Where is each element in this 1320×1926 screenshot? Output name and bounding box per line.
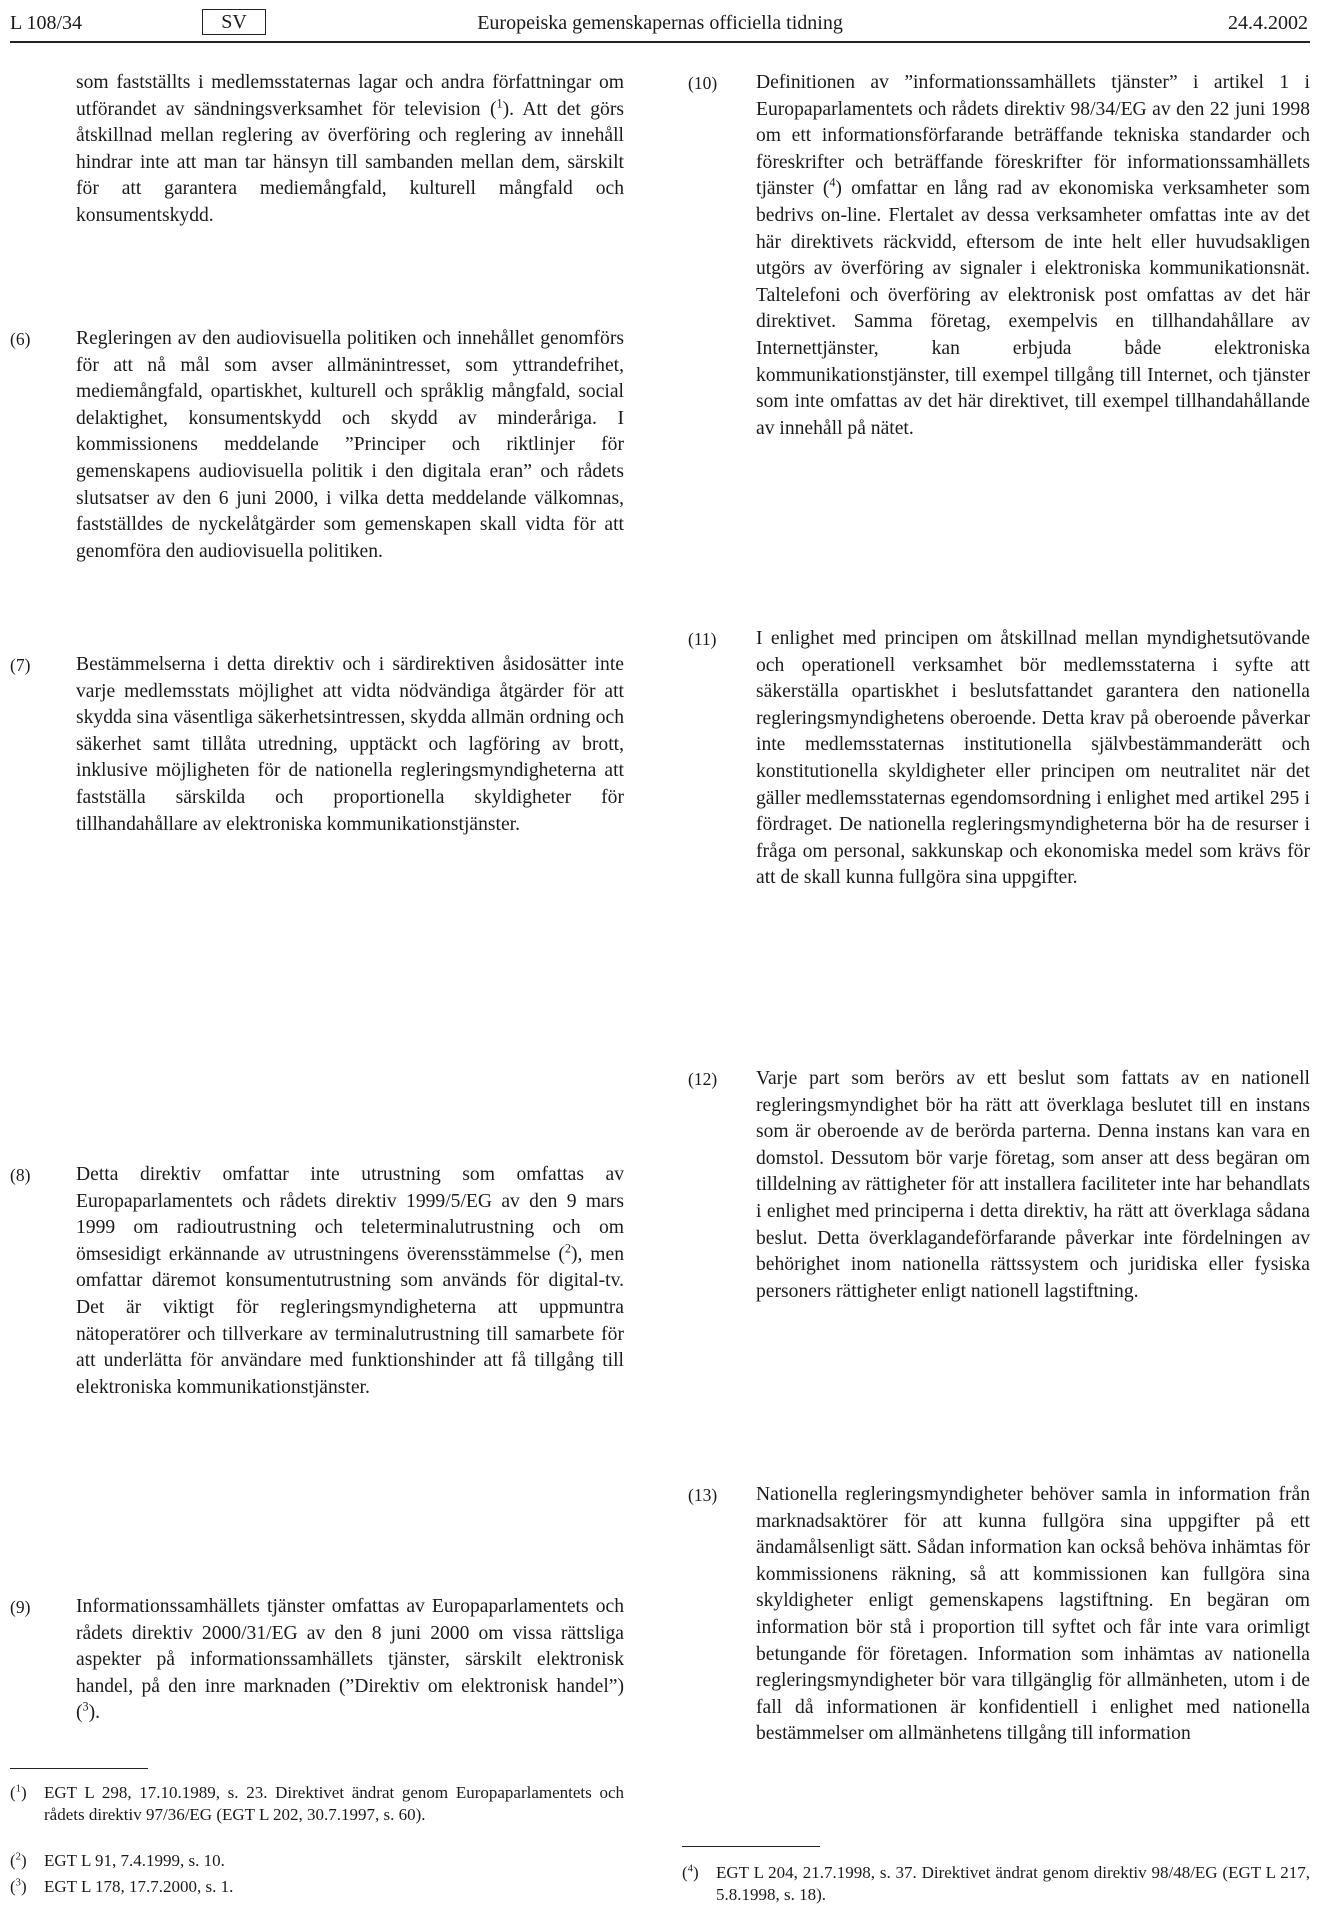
footnote-label: ($^3$): [10, 1877, 27, 1896]
page-reference: L 108/34: [10, 12, 83, 34]
footnote-marker: 4: [687, 1863, 693, 1875]
recital-number: (7): [10, 655, 31, 675]
footnote-divider: [682, 1846, 820, 1847]
footnote-text: EGT L 204, 21.7.1998, s. 37. Direktivet ändrat genom direktiv 98/48/EG (EGT L 217, 5.8.1998, s. 18).: [716, 1863, 1310, 1904]
footnote-marker: 3: [82, 1699, 89, 1714]
recital-text: Nationella regleringsmyndigheter behöver samla in information från marknadsaktörer för att kunna fullgöra sina uppgifter på ett ändamålsenligt sätt. Sådan information kan också behöva inhämtas för kommissionens räkning, så att kommissionen kan fullgöra sina skyldigheter enligt gemenskapens lagstiftning. En begäran om information bör stå i proportion till syftet och får inte vara orimligt betungande för företagen. Information som inhämtas av nationella regleringsmyndigheter bör vara tillgänglig för allmänheten, utom i de fall då informationen är konfidentiell i enlighet med nationella bestämmelser om allmänhetens tillgång till information: [756, 1484, 1310, 1745]
recital-number: (11): [688, 629, 717, 649]
page-header: [10, 7, 1310, 43]
footnote-label: ($^4$): [682, 1863, 699, 1882]
recital-text: Bestämmelserna i detta direktiv och i särdirektiven åsidosätter inte varje medlemsstats möjlighet att vidta nödvändiga åtgärder för att skydda sina väsentliga säkerhetsintressen, skydda allmän ordning och säkerhet samt tillåta utredning, upptäckt och lagföring av brott, inklusive möjligheten för de nationella regleringsmyndigheterna att fastställa särskilda och proportionella skyldigheter för tillhandahållare av elektroniska kommunikationstjänster.: [76, 654, 624, 835]
footnote-label: ($^1$): [10, 1783, 27, 1802]
footnote-marker: 1: [15, 1783, 21, 1795]
recital-number: (8): [10, 1165, 31, 1185]
recital-number: (12): [688, 1069, 718, 1089]
recital-text: Varje part som berörs av ett beslut som fattats av en nationell regleringsmyndighet bör ha rätt att överklaga beslutet till en instans som är oberoende av de berörda parterna. Denna instans kan vara en domstol. Dessutom bör varje företag, som anser att dess begäran om tilldelning av rättigheter för att installera faciliteter inte har behandlats i enlighet med principerna i detta direktiv, ha rätt att överklaga sådana beslut. Detta överklagandeförfarande påverkar inte fördelningen av behörighet inom nationella rättssystem och juridiska eller fysiska personers rättigheter enligt nationell lagstiftning.: [756, 1068, 1310, 1302]
recital-text: Detta direktiv omfattar inte utrustning som omfattas av Europaparlamentets och rådets direktiv 1999/5/EG av den 9 mars 1999 om radioutrustning och teleterminalutrustning och om ömsesidigt erkännande av utrustningens överensstämmelse ($^2$), men omfattar däremot konsumentutrustning som används för digital-tv. Det är viktigt för regleringsmyndigheterna att uppmuntra nätoperatörer och tillverkare av terminalutrustning till samarbete för att underlätta för användare med funktionshinder att få tillgång till elektroniska kommunikationstjänster.: [76, 1164, 624, 1398]
recital-text: Definitionen av ”informationssamhällets tjänster” i artikel 1 i Europaparlamentets och rådets direktiv 98/34/EG av den 22 juni 1998 om ett informationsförfarande beträffande tekniska standarder och föreskrifter och beträffande föreskrifter för informationssamhällets tjänster ($^4$) omfattar en lång rad av ekonomiska verksamheter som bedrivs on-line. Flertalet av dessa verksamheter omfattas inte av det här direktivets räckvidd, eftersom de inte helt eller huvudsakligen utgörs av överföring av signaler i elektroniska kommunikationsnät. Taltelefoni och överföring av elektronisk post omfattas av det här direktivet. Samma företag, exempelvis en tillhandahållare av Internettjänster, kan erbjuda både elektroniska kommunikationstjänster, till exempel tillgång till Internet, och tjänster som inte omfattas av det här direktivet, till exempel tillhandahållande av innehåll på nätet.: [756, 72, 1310, 439]
footnote-text: EGT L 91, 7.4.1999, s. 10.: [44, 1851, 225, 1870]
footnote-divider: [10, 1768, 148, 1769]
footnote-marker: 3: [15, 1877, 21, 1889]
issue-date: 24.4.2002: [1228, 12, 1308, 34]
footnote-marker: 4: [829, 175, 836, 190]
footnote-text: EGT L 298, 17.10.1989, s. 23. Direktivet ändrat genom Europaparlamentets och rådets direktiv 97/36/EG (EGT L 202, 30.7.1997, s. 60).: [44, 1783, 624, 1824]
footnote-marker: 1: [496, 96, 503, 111]
footnote-marker: 2: [564, 1241, 571, 1256]
recital-text: Regleringen av den audiovisuella politiken och innehållet genomförs för att nå mål som avser allmänintresset, som yttrandefrihet, mediemångfald, opartiskhet, kulturell och språklig mångfald, social delaktighet, konsumentskydd och skydd av minderåriga. I kommissionens meddelande ”Principer och riktlinjer för gemenskapens audiovisuella politik i den digitala eran” och rådets slutsatser av den 6 juni 2000, i vilka detta meddelande välkomnas, fastställdes de nyckelåtgärder som gemenskapen skall vidta för att genomföra den audiovisuella politiken.: [76, 328, 624, 562]
recital-number: (6): [10, 329, 31, 349]
recital-number: (9): [10, 1597, 31, 1617]
journal-title: Europeiska gemenskapernas officiella tidning: [477, 12, 843, 34]
recital-text: I enlighet med principen om åtskillnad mellan myndighetsutövande och operationell verksamhet bör medlemsstaterna i syfte att säkerställa opartiskhet i beslutsfattandet garantera den nationella regleringsmyndighetens oberoende. Detta krav på oberoende påverkar inte medlemsstaternas institutionella självbestämmanderätt och konstitutionella skyldigheter eller principen om neutralitet när det gäller medlemsstaternas egendomsordning i enlighet med artikel 295 i fördraget. De nationella regleringsmyndigheterna bör ha de resurser i fråga om personal, sakkunskap och ekonomiska medel som krävs för att de skall kunna fullgöra sina uppgifter.: [756, 628, 1310, 889]
recital-text: Informationssamhällets tjänster omfattas av Europaparlamentets och rådets direktiv 2000/31/EG av den 8 juni 2000 om vissa rättsliga aspekter på informationssamhällets tjänster, särskilt elektronisk handel, på den inre marknaden (”Direktiv om elektronisk handel”) ($^3$).: [76, 1596, 624, 1724]
language-code-box: SV: [202, 9, 266, 35]
footnote-label: ($^2$): [10, 1851, 27, 1870]
recital-number: (13): [688, 1485, 718, 1505]
recital-number: (10): [688, 73, 718, 93]
recital-text: som fastställts i medlemsstaternas lagar och andra författningar om utförandet av sändningsverksamhet för television ($^1$). Att det görs åtskillnad mellan reglering av överföring och reglering av innehåll hindrar inte att man tar hänsyn till sambanden mellan dem, särskilt för att garantera mediemångfald, kulturell mångfald och konsumentskydd.: [76, 72, 624, 226]
footnote-marker: 2: [15, 1851, 21, 1863]
footnote-text: EGT L 178, 17.7.2000, s. 1.: [44, 1877, 234, 1896]
